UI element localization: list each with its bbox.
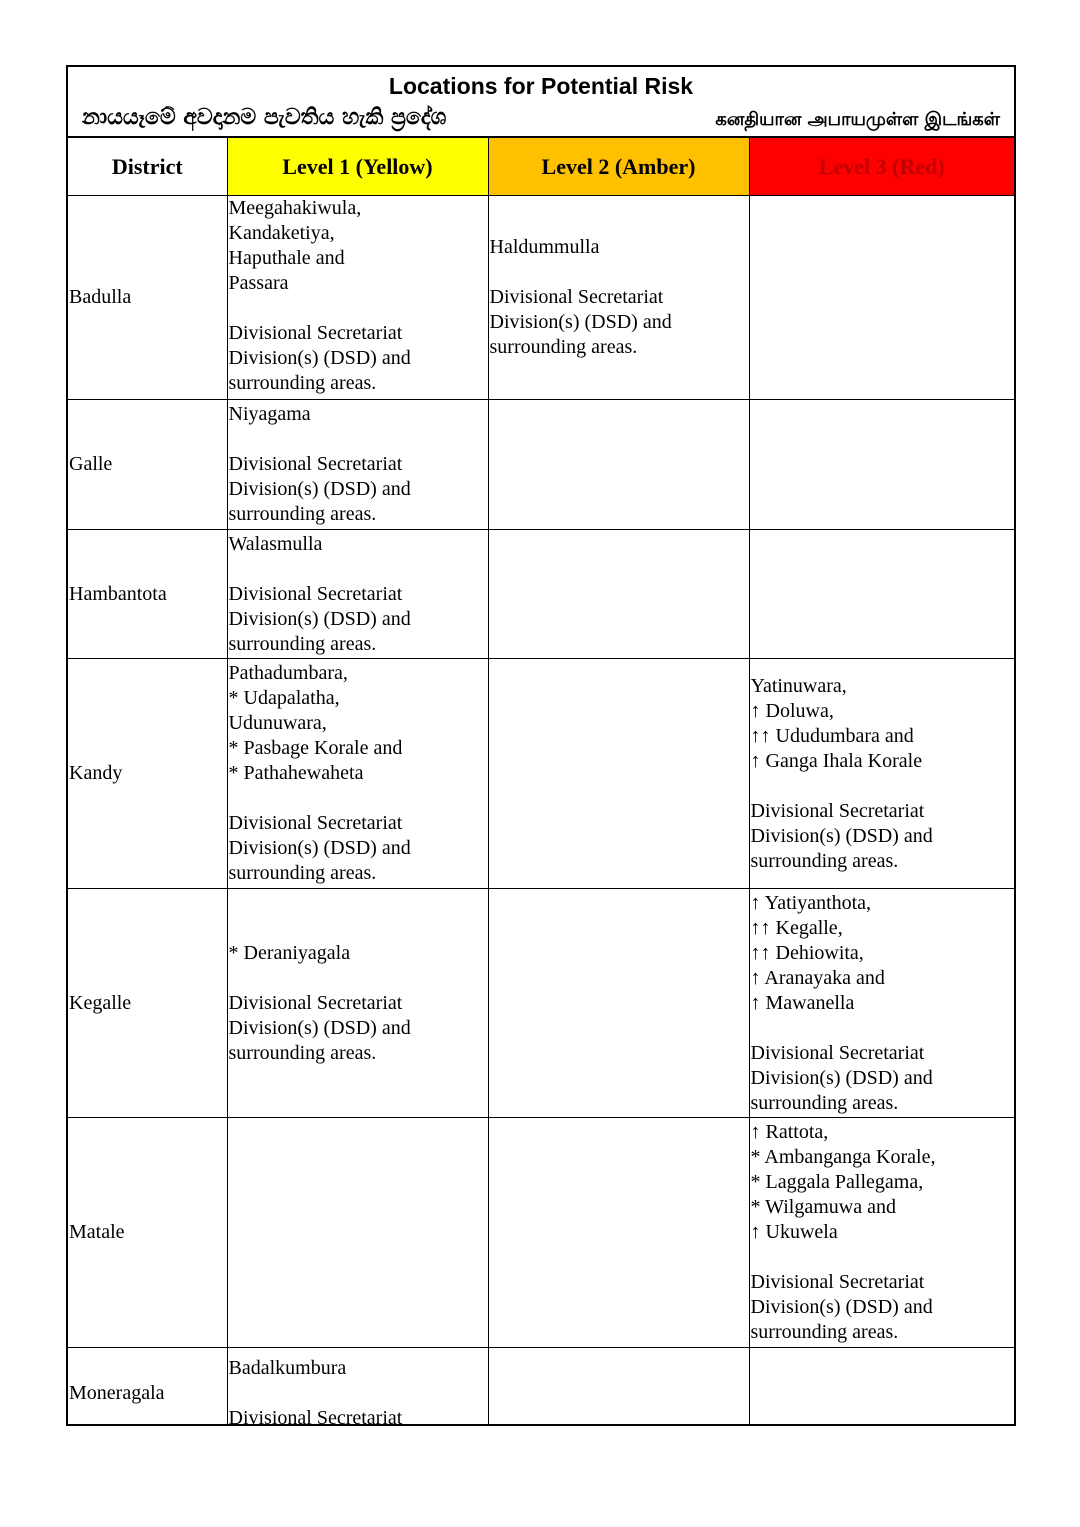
table-row bbox=[68, 1348, 1014, 1427]
risk-locations-sheet bbox=[66, 65, 1016, 1426]
level-3-cell bbox=[749, 400, 1014, 530]
title-block bbox=[68, 67, 1014, 138]
table-row bbox=[68, 659, 1014, 889]
level-1-cell: Meegahakiwula, Kandaketiya, Haputhale and Passara Divisional Secretariat Division(s) (DSD) and surrounding areas. bbox=[227, 196, 488, 400]
risk-table bbox=[68, 138, 1014, 1426]
district-cell: Badulla bbox=[68, 196, 227, 400]
level-3-cell bbox=[749, 530, 1014, 659]
district-cell: Matale bbox=[68, 1118, 227, 1348]
level-1-cell: Badalkumbura Divisional Secretariat bbox=[227, 1348, 488, 1427]
level-3-cell: Yatinuwara, ↑ Doluwa, ↑↑ Ududumbara and ↑ Ganga Ihala Korale Divisional Secretariat Division(s) (DSD) and surrounding areas. bbox=[749, 659, 1014, 889]
table-row bbox=[68, 1118, 1014, 1348]
table-row bbox=[68, 889, 1014, 1118]
level-2-cell bbox=[488, 659, 749, 889]
district-cell: Kegalle bbox=[68, 889, 227, 1118]
table-row bbox=[68, 400, 1014, 530]
level-1-cell: Pathadumbara, * Udapalatha, Udunuwara, * Pasbage Korale and * Pathahewaheta Divisional Secretariat Division(s) (DSD) and surrounding areas. bbox=[227, 659, 488, 889]
district-cell: Moneragala bbox=[68, 1348, 227, 1427]
table-row bbox=[68, 196, 1014, 400]
level-1-cell bbox=[227, 1118, 488, 1348]
level-2-cell bbox=[488, 530, 749, 659]
header-level-2: Level 2 (Amber) bbox=[488, 138, 749, 196]
level-2-cell: Haldummulla Divisional Secretariat Division(s) (DSD) and surrounding areas. bbox=[488, 196, 749, 400]
level-3-cell: ↑ Yatiyanthota, ↑↑ Kegalle, ↑↑ Dehiowita, ↑ Aranayaka and ↑ Mawanella Divisional Secretariat Division(s) (DSD) and surrounding areas. bbox=[749, 889, 1014, 1118]
level-2-cell bbox=[488, 1348, 749, 1427]
level-3-cell: ↑ Rattota, * Ambanganga Korale, * Laggala Pallegama, * Wilgamuwa and ↑ Ukuwela Divisional Secretariat Division(s) (DSD) and surrounding areas. bbox=[749, 1118, 1014, 1348]
level-2-cell bbox=[488, 400, 749, 530]
district-cell: Hambantota bbox=[68, 530, 227, 659]
level-1-cell: * Deraniyagala Divisional Secretariat Division(s) (DSD) and surrounding areas. bbox=[227, 889, 488, 1118]
level-3-cell bbox=[749, 1348, 1014, 1427]
level-2-cell bbox=[488, 1118, 749, 1348]
level-1-cell: Niyagama Divisional Secretariat Division(s) (DSD) and surrounding areas. bbox=[227, 400, 488, 530]
header-district: District bbox=[68, 138, 227, 196]
district-cell: Galle bbox=[68, 400, 227, 530]
header-level-1: Level 1 (Yellow) bbox=[227, 138, 488, 196]
table-row bbox=[68, 530, 1014, 659]
title-english: Locations for Potential Risk bbox=[388, 73, 694, 99]
title-sinhala: නායයෑමේ අවදානම පැවතිය හැකි ප්‍රදේශ bbox=[82, 105, 447, 130]
title-tamil: கனதியான அபாயமுள்ள இடங்கள் bbox=[715, 109, 1000, 130]
level-3-cell bbox=[749, 196, 1014, 400]
level-2-cell bbox=[488, 889, 749, 1118]
district-cell: Kandy bbox=[68, 659, 227, 889]
level-1-cell: Walasmulla Divisional Secretariat Division(s) (DSD) and surrounding areas. bbox=[227, 530, 488, 659]
header-row bbox=[68, 138, 1014, 196]
header-level-3: Level 3 (Red) bbox=[749, 138, 1014, 196]
